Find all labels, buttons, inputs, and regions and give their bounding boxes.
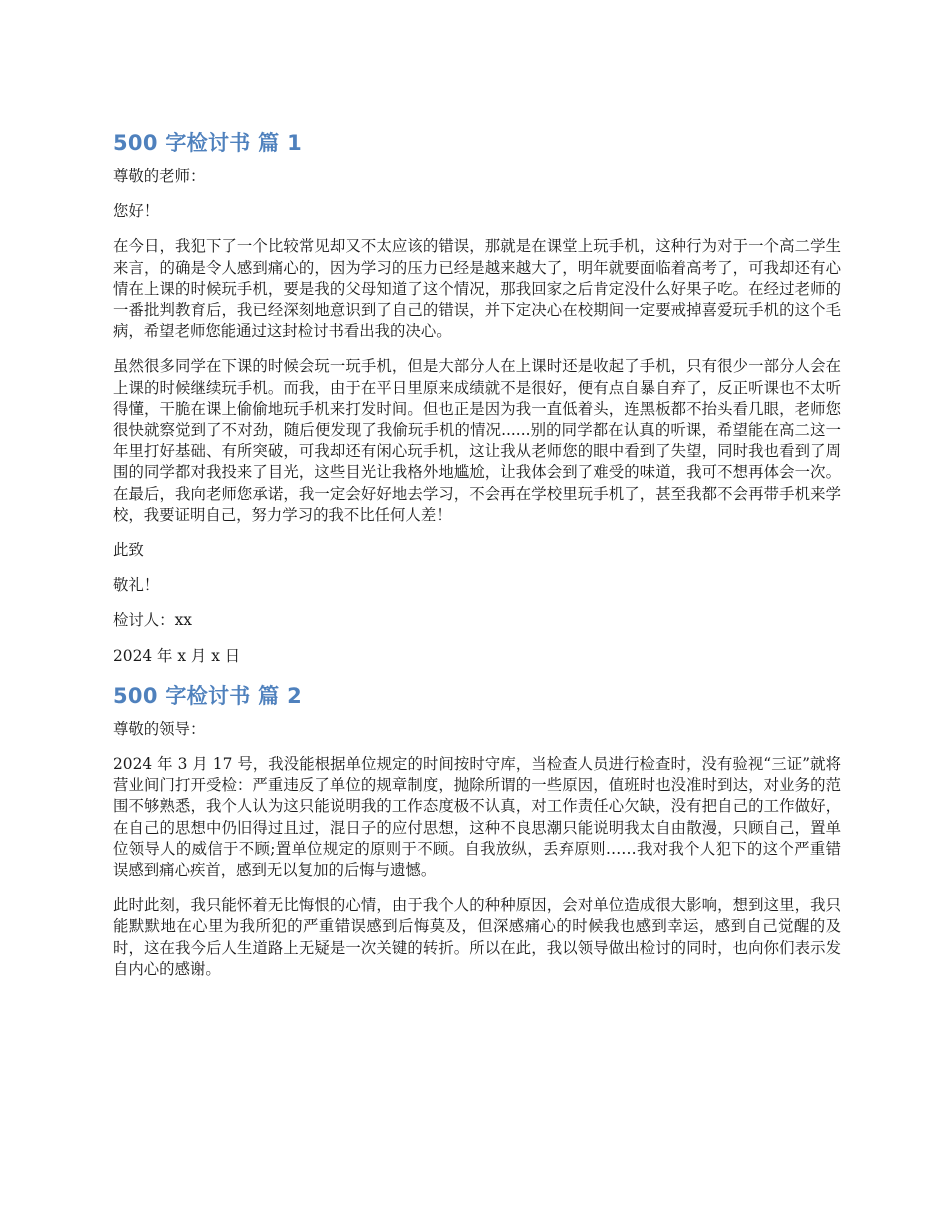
document-page [113,128,841,994]
body-paragraph: 在今日，我犯下了一个比较常见却又不太应该的错误，那就是在课堂上玩手机，这种行为对于一个高二学生来言，的确是令人感到痛心的，因为学习的压力已经是越来越大了，明年就要面临着高考了，可我却还有心情在上课的时候玩手机，要是我的父母知道了这个情况，那我回家之后肯定没什么好果子吃。在经过老师的一番批判教育后，我已经深刻地意识到了自己的错误，并下定决心在校期间一定要戒掉喜爱玩手机的这个毛病，希望老师您能通过这封检讨书看出我的决心。 [113,237,841,341]
greeting: 您好！ [113,202,160,221]
salutation: 尊敬的领导： [113,719,206,738]
section-2-heading: 500 字检讨书 篇 2 [113,683,302,708]
closing-salute: 敬礼！ [113,576,160,595]
date-line: 2024 年 x 月 x 日 [113,646,241,665]
section-1 [113,128,841,667]
body-paragraph: 虽然很多同学在下课的时候会玩一玩手机，但是大部分人在上课时还是收起了手机，只有很少一部分人会在上课的时候继续玩手机。而我，由于在平日里原来成绩就不是很好，便有点自暴自弃了，反正听课也不太听得懂，干脆在课上偷偷地玩手机来打发时间。但也正是因为我一直低着头，连黑板都不抬头看几眼，老师您很快就察觉到了不对劲，随后便发现了我偷玩手机的情况......别的同学都在认真的听课，希望能在高二这一年里打好基础、有所突破，可我却还有闲心玩手机，这让我从老师您的眼中看到了失望，同时我也看到了周围的同学都对我投来了目光，这些目光让我格外地尴尬，让我体会到了难受的味道，我可不想再体会一次。在最后，我向老师您承诺，我一定会好好地去学习，不会再在学校里玩手机了，甚至我都不会再带手机来学校，我要证明自己，努力学习的我不比任何人差！ [113,357,841,524]
section-1-heading: 500 字检讨书 篇 1 [113,131,302,155]
closing-line: 此致 [113,541,144,560]
section-2 [113,681,841,980]
body-paragraph: 此时此刻，我只能怀着无比悔恨的心情，由于我个人的种种原因，会对单位造成很大影响，想到这里，我只能默默地在心里为我所犯的严重错误感到后悔莫及，但深感痛心的时候我也感到幸运，感到自己觉醒的及时，这在我今后人生道路上无疑是一次关键的转折。所以在此，我以领导做出检讨的同时，也向你们表示发自内心的感谢。 [113,896,841,978]
body-paragraph: 2024 年 3 月 17 号，我没能根据单位规定的时间按时守库，当检查人员进行检查时，没有验视“三证”就将营业间门打开受检：严重违反了单位的规章制度，抛除所谓的一些原因，值班时也没准时到达，对业务的范围不够熟悉，我个人认为这只能说明我的工作态度极不认真，对工作责任心欠缺，没有把自己的工作做好，在自己的思想中仍旧得过且过，混日子的应付思想，这种不良思潮只能说明我太自由散漫，只顾自己，置单位领导人的威信于不顾;置单位规定的原则于不顾。自我放纵，丢弃原则……我对我个人犯下的这个严重错误感到痛心疾首，感到无以复加的后悔与遗憾。 [113,755,841,880]
signature-line: 检讨人：xx [113,611,192,630]
salutation: 尊敬的老师： [113,167,206,185]
